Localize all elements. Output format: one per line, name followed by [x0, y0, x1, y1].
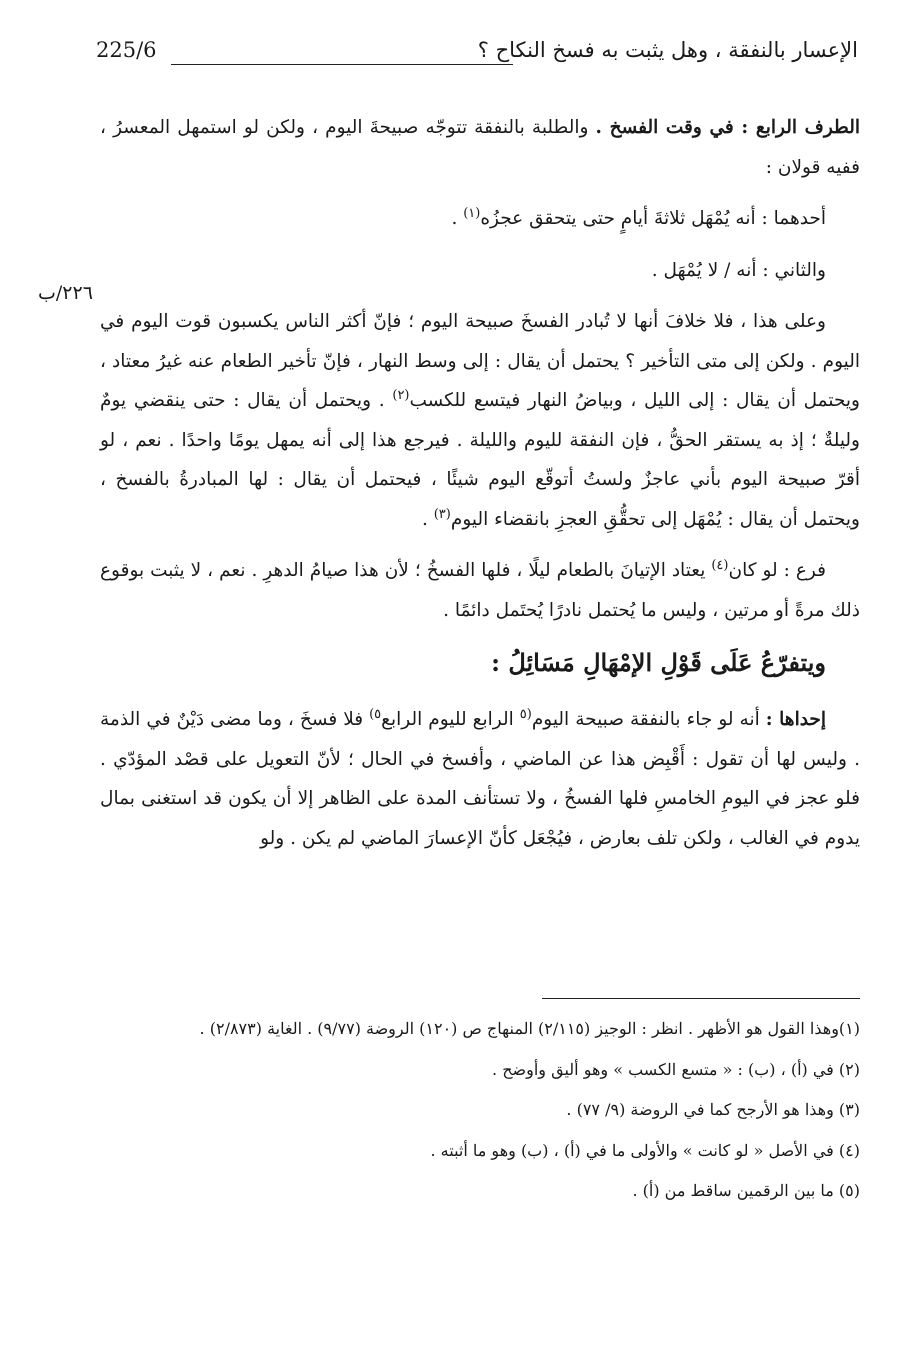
paragraph-text: فرع : لو كان [728, 560, 826, 581]
paragraph-text: وعلى هذا ، فلا خلافَ أنها لا تُبادر الفسخَ صبيحة اليوم ؛ فإنّ أكثر الناس يكسبون قوت اليوم في اليوم . ولكن إلى متى التأخير ؟ يحتمل أن يقال : إلى وسط النهار ، فإنّ تأخير الطعام عنه غيرُ معتاد ، ويحتمل أن يقال : إلى الليل ، وبياضُ النهار فيتسع للكسب [100, 311, 860, 411]
section-lead: الطرف الرابع : في وقت الفسخ . [595, 117, 861, 138]
paragraph-branch [100, 551, 860, 630]
paragraph-text: . ويحتمل أن يقال : حتى ينقضي يومٌ وليلةٌ ؛ إذ به يستقر الحقُّ ، فإن النفقة لليوم والليلة . فيرجع هذا إلى أنه يمهل يومًا واحدًا . نعم ، لو أقرّ صبيحة اليوم بأني عاجزٌ ولستُ أتوقّع اليوم شيئًا ، فيحتمل أن يقال : لها المبادرةُ بالفسخ ، ويحتمل أن يقال : يُمْهَل إلى تحقُّقِ العجزِ بانقضاء اليوم [100, 390, 860, 530]
paragraph-text: والطلبة بالنفقة تتوجّه صبيحةَ اليوم ، ولكن لو استمهل المعسرُ ، ففيه قولان : [100, 117, 860, 178]
paragraph-text: أحدهما : أنه يُمْهَل ثلاثةَ أيامٍ حتى يتحقق عجزُه [480, 208, 826, 229]
footnote: (١)وهذا القول هو الأظهر . انظر : الوجيز (٢/١١٥) المنهاج ص (١٢٠) الروضة (٩/٧٧) . الغاية (٢/٨٧٣) . [199, 1019, 860, 1038]
footnote: (٣) وهذا هو الأرجح كما في الروضة (٩/ ٧٧) . [566, 1100, 860, 1119]
paragraph-text: فلا فسخَ ، وما مضى دَيْنٌ في الذمة . وليس لها أن تقول : أَقْبِض هذا عن الماضي ، وأفسخ في الحال ؛ لأنّ التعويل على قصْد المؤدّي . فلو عجز في اليومِ الخامسِ فلها الفسخُ ، ولا تستأنف المدة على الظاهر إلا أن يكون قد استغنى بمال يدوم في الغالب ، ولكن تلف بعارض ، فيُجْعَل كأنّ الإعسارَ الماضي لم يكن . ولو [100, 709, 860, 849]
footnote-marker: (٢) [392, 387, 410, 403]
paragraph-second-opinion [100, 251, 860, 291]
footnote-marker: (١) [463, 205, 481, 221]
page-number: 225/6 [96, 38, 157, 62]
paragraph-text: يعتاد الإتيانَ بالطعام ليلًا ، فلها الفسخُ ؛ لأن هذا صيامُ الدهرِ . نعم ، لا يثبت بوقوع ذلك مرةً أو مرتين ، وليس ما يُحتمل نادرًا يُحتَمل دائمًا . [100, 560, 860, 621]
paragraph-text: والثاني : أنه / لا يُمْهَل . [651, 259, 826, 281]
header-rule [171, 64, 513, 65]
footnote-marker: ٥) [369, 706, 382, 722]
paragraph-text: . [421, 508, 434, 530]
paragraph-text: الرابع لليوم الرابع [381, 709, 520, 730]
paragraph-first-opinion [100, 199, 860, 239]
issue-lead: إحداها : [765, 709, 826, 730]
running-title: الإعسار بالنفقة ، وهل يثبت به فسخ النكاح ؟ [477, 38, 858, 62]
main-text [100, 108, 860, 870]
footnote-separator [542, 998, 860, 999]
section-heading: ويتفرّعُ عَلَى قَوْلِ الإمْهَالِ مَسَائِلُ : [491, 648, 826, 677]
paragraph-section-four [100, 108, 860, 187]
manuscript-folio-reference: ٢٢٦/ب [38, 282, 93, 304]
paragraph-delay-discussion [100, 302, 860, 539]
page-header [96, 38, 858, 74]
footnotes [100, 1018, 860, 1221]
footnote-marker: (٣) [433, 506, 451, 522]
paragraph-text: . [451, 208, 464, 229]
footnote: (٥) ما بين الرقمين ساقط من (أ) . [632, 1181, 860, 1200]
paragraph-text: أنه لو جاء بالنفقة صبيحة اليوم [531, 709, 766, 730]
footnote: (٤) في الأصل « لو كانت » والأولى ما في (أ) ، (ب) وهو ما أثبته . [430, 1140, 860, 1160]
footnote: (٢) في (أ) ، (ب) : « متسع الكسب » وهو أليق وأوضح . [492, 1059, 860, 1079]
footnote-marker: (٤) [711, 557, 729, 573]
footnote-marker: (٥ [519, 706, 532, 722]
paragraph-first-issue [100, 700, 860, 858]
